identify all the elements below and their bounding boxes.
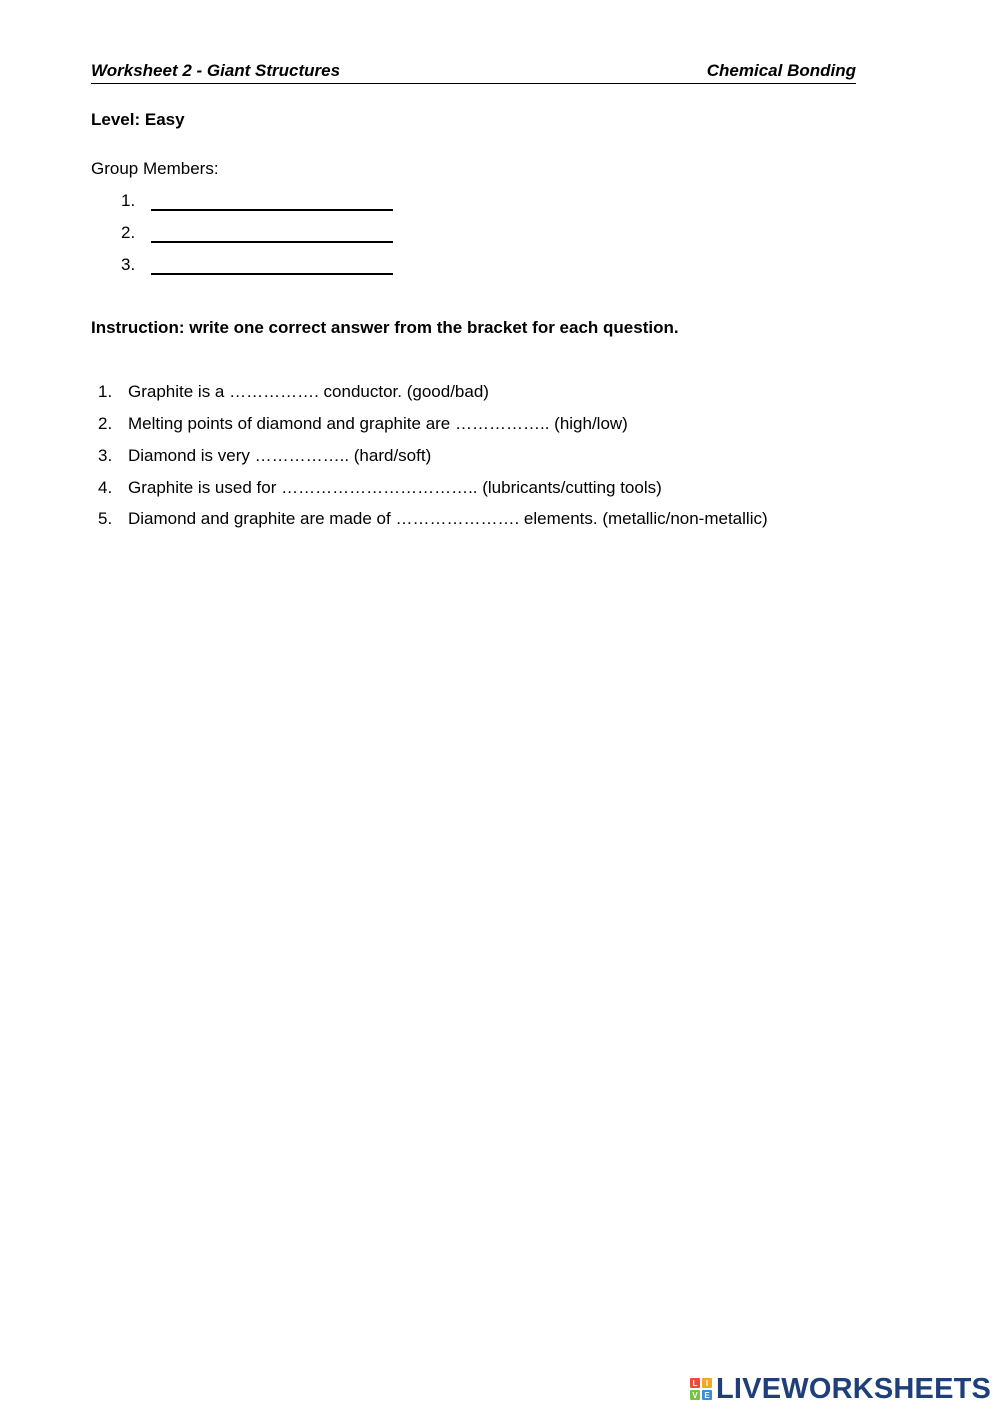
question-item	[98, 414, 628, 434]
member-name-blank[interactable]	[151, 209, 393, 211]
question-text: Graphite is used for …………………………….. (lubricants/cutting tools)	[128, 478, 662, 497]
question-text: Melting points of diamond and graphite are …………….. (high/low)	[128, 414, 628, 433]
question-number: 2.	[98, 414, 113, 433]
logo-letter-l: L	[690, 1378, 700, 1388]
worksheet-title: Worksheet 2 - Giant Structures	[91, 61, 341, 80]
question-text: Graphite is a ……………. conductor. (good/bad)	[128, 382, 489, 401]
question-item	[98, 509, 768, 529]
worksheet-topic: Chemical Bonding	[706, 61, 856, 80]
question-item	[98, 478, 662, 498]
question-item	[98, 446, 431, 466]
member-number: 2.	[121, 223, 136, 242]
question-number: 3.	[98, 446, 113, 465]
question-number: 4.	[98, 478, 113, 497]
group-members-label: Group Members:	[91, 159, 219, 178]
member-number: 1.	[121, 191, 136, 210]
member-number: 3.	[121, 255, 136, 274]
liveworksheets-logo	[690, 1372, 991, 1406]
worksheet-header	[91, 61, 856, 84]
question-item	[98, 382, 489, 402]
question-number: 1.	[98, 382, 113, 401]
level-label: Level: Easy	[91, 110, 185, 129]
logo-letter-i: I	[702, 1378, 712, 1388]
instruction-text: Instruction: write one correct answer from the bracket for each question.	[91, 318, 679, 337]
member-name-blank[interactable]	[151, 241, 393, 243]
logo-text: LIVEWORKSHEETS	[716, 1372, 992, 1405]
logo-letter-e: E	[702, 1390, 712, 1400]
logo-mark-icon	[690, 1378, 712, 1400]
logo-letter-v: V	[690, 1390, 700, 1400]
question-text: Diamond is very …………….. (hard/soft)	[128, 446, 432, 465]
member-name-blank[interactable]	[151, 273, 393, 275]
question-number: 5.	[98, 509, 113, 528]
question-text: Diamond and graphite are made of …………………. elements. (metallic/non-metallic)	[128, 509, 768, 528]
